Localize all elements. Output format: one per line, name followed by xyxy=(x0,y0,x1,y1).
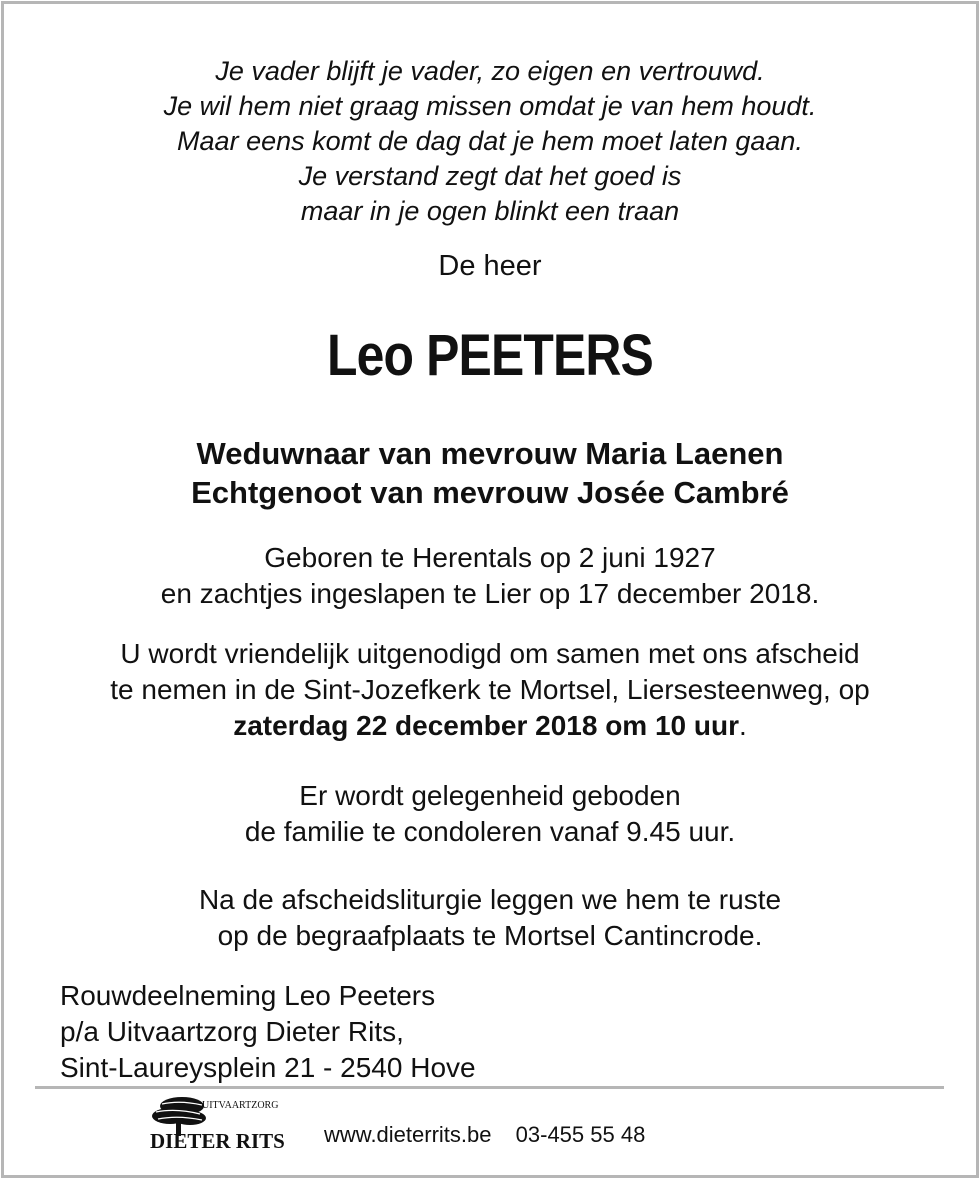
website-link[interactable]: www.dieterrits.be xyxy=(324,1122,492,1147)
poem-line: Je vader blijft je vader, zo eigen en vertrouwd. xyxy=(215,56,765,86)
invitation-date-line xyxy=(0,708,980,744)
phone-number: 03-455 55 48 xyxy=(515,1122,646,1147)
invitation xyxy=(0,636,980,744)
burial-line: op de begraafplaats te Mortsel Cantincrode. xyxy=(217,920,763,951)
date-suffix: . xyxy=(739,710,747,741)
poem-line: Je wil hem niet graag missen omdat je van hem houdt. xyxy=(163,91,817,121)
poem xyxy=(0,54,980,229)
condolence-line: Er wordt gelegenheid geboden xyxy=(299,780,681,811)
dieter-rits-logo xyxy=(140,1094,300,1158)
death-line: en zachtjes ingeslapen te Lier op 17 december 2018. xyxy=(160,578,820,609)
birth-line: Geboren te Herentals op 2 juni 1927 xyxy=(264,542,716,573)
ceremony-date: zaterdag 22 december 2018 om 10 uur xyxy=(233,710,739,741)
burial-info xyxy=(0,882,980,954)
condolence-line: de familie te condoleren vanaf 9.45 uur. xyxy=(244,816,736,847)
footer-contact xyxy=(324,1122,663,1148)
burial-line: Na de afscheidsliturgie leggen we hem te ruste xyxy=(198,884,782,915)
poem-line: maar in je ogen blinkt een traan xyxy=(300,196,680,226)
logo-name: DIETER RITS xyxy=(150,1129,285,1153)
invitation-line: te nemen in de Sint-Jozefkerk te Mortsel, Liersesteenweg, op xyxy=(110,674,870,705)
deceased-name: Leo PEETERS xyxy=(327,323,653,388)
poem-line: Maar eens komt de dag dat je hem moet laten gaan. xyxy=(177,126,803,156)
relation-line: Weduwnaar van mevrouw Maria Laenen xyxy=(196,436,784,471)
address-line: p/a Uitvaartzorg Dieter Rits, xyxy=(60,1016,404,1047)
address-line: Rouwdeelneming Leo Peeters xyxy=(60,980,436,1011)
invitation-line: U wordt vriendelijk uitgenodigd om samen met ons afscheid xyxy=(120,638,860,669)
relations xyxy=(0,434,980,512)
poem-line: Je verstand zegt dat het goed is xyxy=(298,161,682,191)
condolence-info xyxy=(0,778,980,850)
birth-death-info xyxy=(0,540,980,612)
relation-line: Echtgenoot van mevrouw Josée Cambré xyxy=(191,475,789,510)
condolence-address xyxy=(60,978,476,1086)
footer-divider xyxy=(35,1086,944,1089)
salutation: De heer xyxy=(438,250,542,282)
address-line: Sint-Laureysplein 21 - 2540 Hove xyxy=(60,1052,476,1083)
logo-subtitle: UITVAARTZORG xyxy=(202,1100,279,1111)
